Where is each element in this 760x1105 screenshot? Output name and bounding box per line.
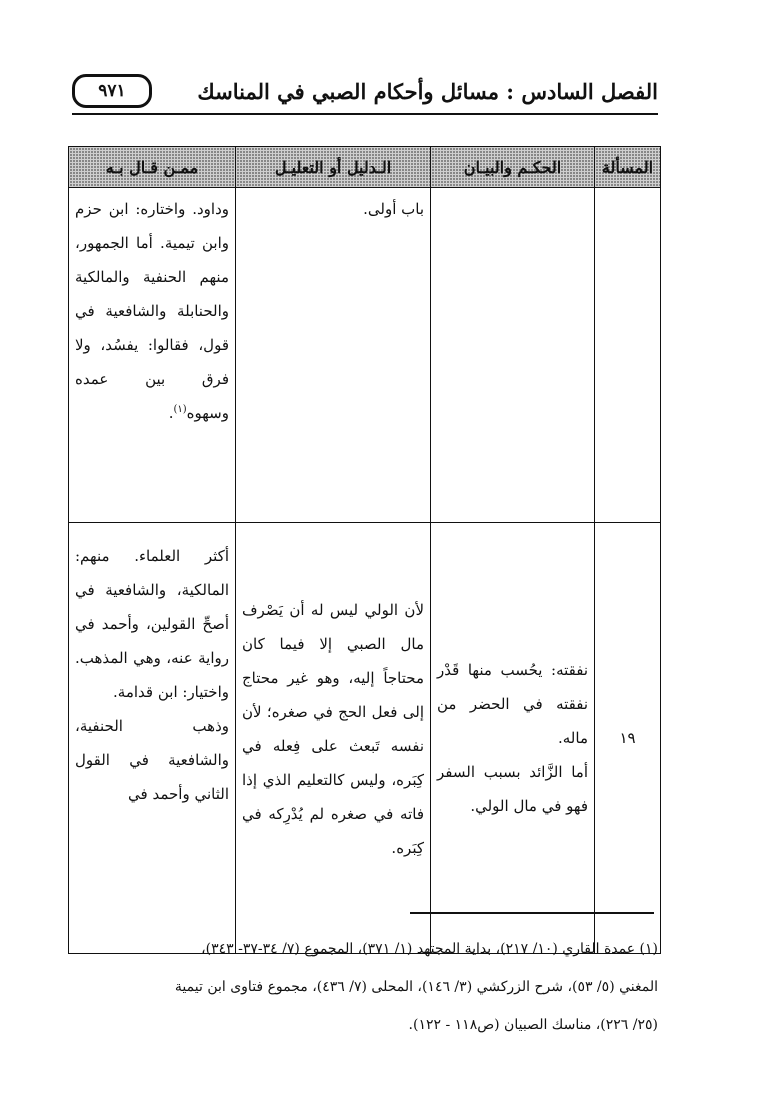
ruling-paragraph: نفقته: يحُسب منها قَدْر نفقته في الحضر من ماله. bbox=[437, 661, 588, 747]
page-header bbox=[72, 70, 658, 112]
cell-issue bbox=[595, 188, 661, 523]
col-header-evidence: الـدليل أو التعليـل bbox=[236, 147, 431, 188]
scholars-paragraph: وذهب الحنفية، والشافعية في القول الثاني وأحمد في bbox=[75, 717, 229, 803]
rulings-table bbox=[68, 146, 661, 954]
cell-issue-number: ١٩ bbox=[595, 523, 661, 954]
page-number: ٩٧١ bbox=[72, 74, 152, 108]
footnote-line: (٢٥/ ٢٢٦)، مناسك الصبيان (ص١١٨ - ١٢٢). bbox=[408, 1017, 658, 1033]
header-divider bbox=[72, 113, 658, 115]
cell-evidence: لأن الولي ليس له أن يَصْرف مال الصبي إلا فيما كان محتاجاً إليه، وهو غير محتاج إلى فعل الحج في صغره؛ لأن نفسه تَبعث على فِعله في كِبَره، وليس كالتعليم الذي إذا فاته في صغره لم يُدْرِكه في كِبَره. bbox=[236, 523, 431, 954]
scholars-text: وداود. واختاره: ابن حزم وابن تيمية. أما الجمهور، منهم الحنفية والمالكية والحنابلة والشافعية في قول، فقالوا: يفسُد، ولا فرق بين عمده وسهوه bbox=[75, 200, 229, 422]
footnote-line: المغني (٥/ ٥٣)، شرح الزركشي (٣/ ١٤٦)، المحلى (٧/ ٤٣٦)، مجموع فتاوى ابن تيمية bbox=[174, 979, 658, 995]
footnote-line: (١) عمدة القاري (١٠/ ٢١٧)، بداية المجتهد (١/ ٣٧١)، المجموع (٧/ ٣٤-٣٧- ٣٤٣)، bbox=[201, 941, 658, 957]
table-row bbox=[69, 188, 661, 523]
running-title: الفصل السادس : مسائل وأحكام الصبي في المناسك bbox=[197, 78, 658, 104]
footnote-divider bbox=[410, 912, 654, 914]
cell-evidence: باب أولى. bbox=[236, 188, 431, 523]
col-header-scholars: ممـن قـال بـه bbox=[69, 147, 236, 188]
cell-ruling bbox=[431, 523, 595, 954]
footnote-ref: (١) bbox=[173, 404, 187, 415]
table-row bbox=[69, 523, 661, 954]
cell-scholars bbox=[69, 188, 236, 523]
scholars-paragraph: أكثر العلماء. منهم: المالكية، والشافعية في أصحِّ القولين، وأحمد في رواية عنه، وهي المذهب. واختيار: ابن قدامة. bbox=[75, 547, 229, 701]
col-header-issue: المسألة bbox=[595, 147, 661, 188]
cell-scholars bbox=[69, 523, 236, 954]
ruling-paragraph: أما الزَّائد بسبب السفر فهو في مال الولي. bbox=[437, 763, 588, 815]
table-header-row bbox=[69, 147, 661, 188]
footnotes bbox=[72, 930, 658, 1044]
cell-ruling bbox=[431, 188, 595, 523]
col-header-ruling: الحكـم والبيـان bbox=[431, 147, 595, 188]
scholars-text-end: . bbox=[168, 404, 174, 422]
